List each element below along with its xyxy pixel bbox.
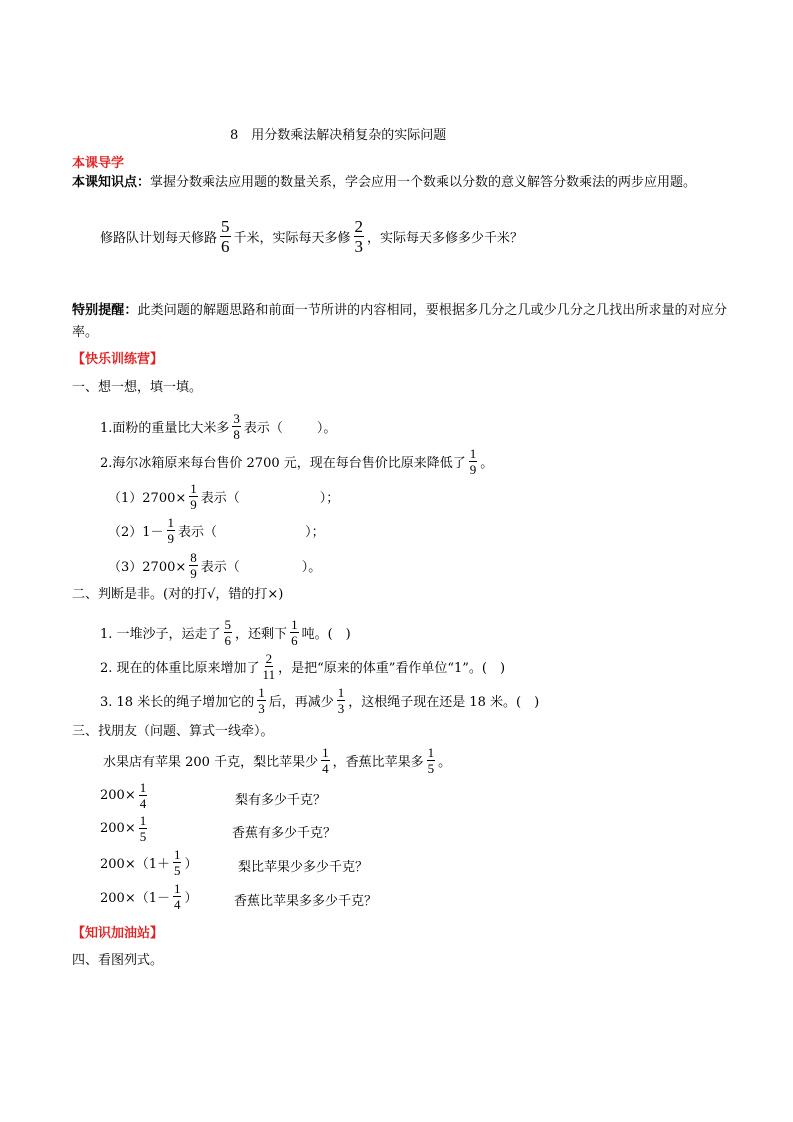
fraction: $\frac{2}{11}$	[262, 651, 276, 682]
fraction: $\frac{1}{9}$	[167, 515, 175, 546]
fraction: $\frac{3}{8}$	[233, 411, 240, 442]
question-text: ）。	[316, 421, 337, 436]
pair-expression[interactable]	[100, 882, 198, 911]
pair-expression[interactable]	[100, 848, 198, 877]
question-text: （1）2700×	[108, 491, 187, 506]
question-text: 水果店有苹果 200 千克，梨比苹果少	[103, 755, 319, 770]
question-text: ）；	[305, 525, 325, 540]
fraction: $\frac{1}{6}$	[291, 617, 298, 648]
example-problem	[100, 218, 523, 255]
fraction: $\frac{1}{9}$	[190, 481, 197, 512]
pair-expression[interactable]	[100, 814, 150, 843]
question-text: ，这根绳子现在还是 18 米。( )	[348, 695, 540, 710]
pair-question[interactable]: 梨有多少千克？	[235, 793, 327, 808]
section1-title: 一、想一想，填一填。	[72, 380, 203, 395]
fraction: $\frac{8}{9}$	[190, 550, 197, 581]
example-text: ，实际每天多修多少千米？	[367, 231, 524, 246]
section1-sub1	[108, 482, 339, 511]
special-reminder	[72, 300, 727, 344]
reminder-text: 此类问题的解题思路和前面一节所讲的内容相同，要根据多几分之几或少几分之几找出所求量的对应分率。	[72, 303, 727, 340]
boost-heading: 【知识加油站】	[72, 926, 164, 941]
pair-expression[interactable]	[100, 781, 150, 810]
fraction: $\frac{1}{3}$	[337, 685, 345, 716]
example-text: 修路队计划每天修路	[100, 231, 218, 246]
reminder-label: 特别提醒：	[72, 303, 138, 318]
question-text: 表示（	[200, 491, 240, 506]
fraction: $\frac{1}{4}$	[173, 881, 181, 912]
question-text: 2.海尔冰箱原来每台售价 2700 元，现在每台售价比原来降低了	[100, 456, 466, 471]
knowledge-text: 掌握分数乘法应用题的数量关系，学会应用一个数乘以分数的意义解答分数乘法的两步应用题。	[150, 175, 697, 190]
section2-item2	[100, 652, 505, 681]
question-text: 1.面粉的重量比大米多	[100, 421, 230, 436]
section1-q1	[100, 412, 336, 441]
section4-title: 四、看图列式。	[72, 953, 164, 968]
fraction: $\frac{1}{5}$	[427, 745, 435, 776]
question-text: 。	[480, 456, 494, 471]
question-text: 表示（	[243, 421, 283, 436]
pair-question[interactable]: 梨比苹果少多少千克？	[238, 860, 369, 875]
question-text: 表示（	[200, 560, 240, 575]
practice-heading: 【快乐训练营】	[72, 352, 164, 367]
section2-title: 二、判断是非。(对的打√，错的打×)	[72, 587, 284, 602]
question-text: 1. 一堆沙子，运走了	[100, 627, 221, 642]
page-title: 8 用分数乘法解决稍复杂的实际问题	[230, 128, 447, 143]
knowledge-label: 本课知识点：	[72, 175, 151, 190]
section2-item1	[100, 618, 351, 647]
fraction: $\frac{1}{4}$	[139, 780, 147, 811]
question-text: ，香蕉比苹果多	[332, 755, 424, 770]
fraction: $\frac{2}{3}$	[354, 217, 364, 256]
fraction: $\frac{1}{4}$	[322, 745, 329, 776]
fraction: $\frac{1}{9}$	[469, 446, 477, 477]
expression-text: 200×（1－	[100, 891, 170, 906]
expression-text: 200×（1＋	[100, 857, 170, 872]
section2-item3	[100, 686, 539, 715]
section3-title: 三、找朋友（问题、算式一线牵）。	[72, 724, 274, 739]
pair-question[interactable]: 香蕉比苹果多多少千克？	[234, 894, 378, 909]
section3-intro	[103, 746, 451, 775]
question-text: （3）2700×	[108, 560, 187, 575]
section1-q2	[100, 447, 493, 476]
question-text: ，是把“原来的体重”看作单位“1”。( )	[278, 661, 506, 676]
fraction: $\frac{1}{5}$	[173, 847, 181, 878]
expression-text: ）	[184, 857, 198, 872]
expression-text: 200×	[100, 821, 136, 836]
guide-heading: 本课导学	[72, 156, 125, 171]
question-text: ，还剩下	[235, 627, 288, 642]
question-text: 表示（	[178, 525, 218, 540]
question-text: ）；	[319, 491, 340, 506]
example-text: 千米，实际每天多修	[233, 231, 351, 246]
expression-text: 200×	[100, 788, 136, 803]
fraction: $\frac{5}{6}$	[221, 217, 230, 256]
question-text: ）。	[301, 560, 322, 575]
fraction: $\frac{5}{6}$	[224, 617, 232, 648]
pair-question[interactable]: 香蕉有多少千克？	[232, 826, 337, 841]
question-text: （2）1－	[108, 525, 164, 540]
section1-sub3	[108, 551, 321, 580]
knowledge-point	[72, 172, 727, 194]
fraction: $\frac{1}{5}$	[139, 813, 147, 844]
question-text: 后，再减少	[268, 695, 334, 710]
question-text: 。	[438, 755, 452, 770]
section1-sub2	[108, 516, 325, 545]
fraction: $\frac{1}{3}$	[258, 685, 265, 716]
question-text: 3. 18 米长的绳子增加它的	[100, 695, 255, 710]
question-text: 吨。( )	[301, 627, 351, 642]
question-text: 2. 现在的体重比原来增加了	[100, 661, 260, 676]
expression-text: ）	[184, 891, 198, 906]
